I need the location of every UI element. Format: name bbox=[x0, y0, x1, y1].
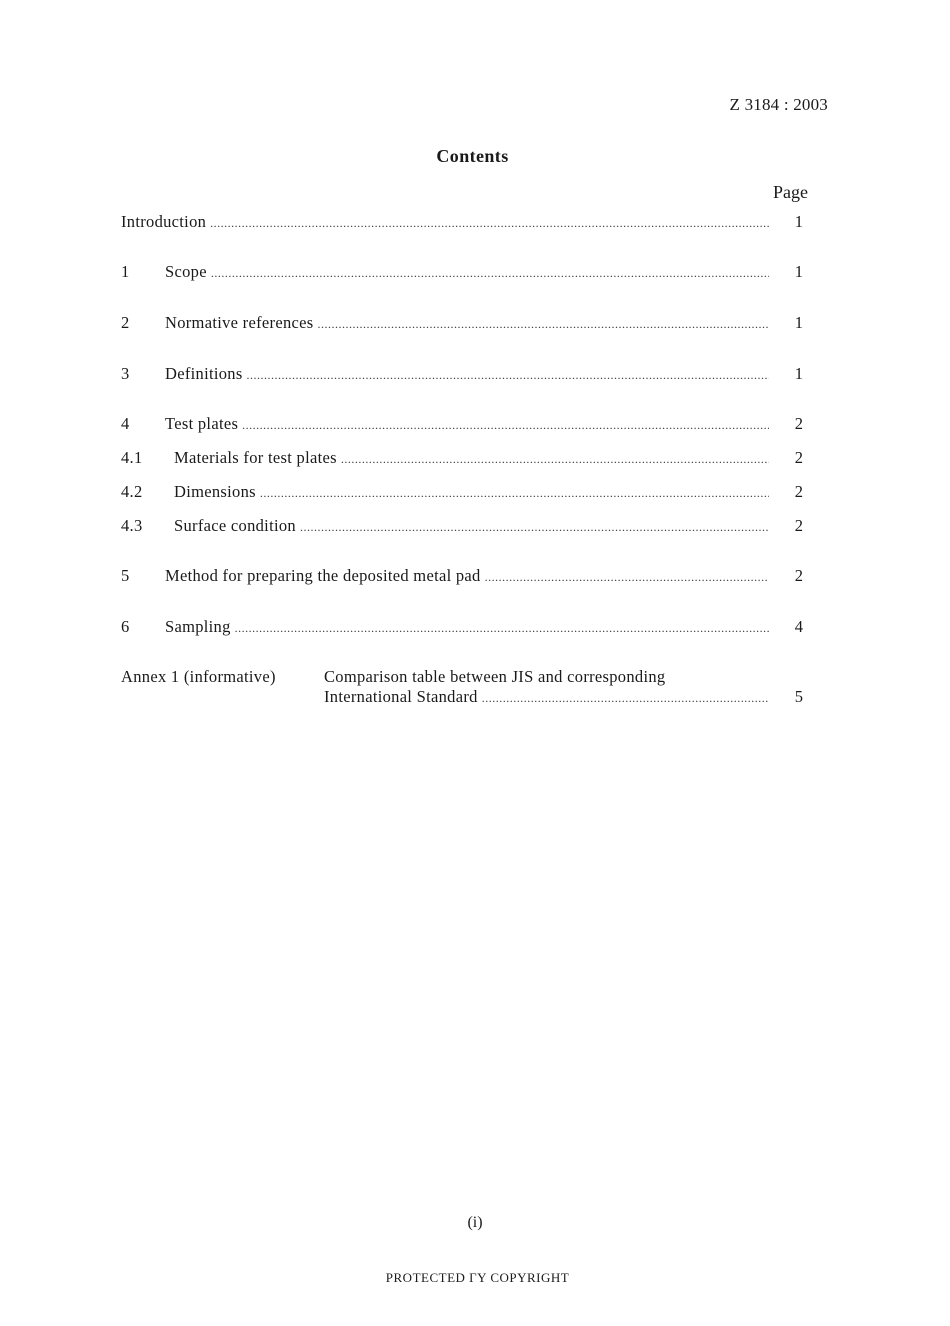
standard-code: Z 3184 : 2003 bbox=[729, 95, 828, 114]
page-column-label: Page bbox=[773, 182, 808, 202]
toc-entry-test-plates[interactable] bbox=[121, 414, 809, 436]
dot-leader bbox=[235, 621, 769, 636]
toc-entry-page: 4 bbox=[794, 617, 804, 636]
dot-leader bbox=[210, 216, 769, 231]
toc-entry-page: 1 bbox=[794, 364, 804, 383]
toc-entry-number: 4.3 bbox=[121, 516, 143, 535]
dot-leader bbox=[485, 570, 769, 585]
toc-entry-title: Sampling bbox=[165, 617, 231, 636]
toc-entry-title: Surface condition bbox=[174, 516, 296, 535]
dot-leader bbox=[300, 520, 769, 535]
toc-entry-title: Materials for test plates bbox=[174, 448, 337, 467]
toc-entry-title: Method for preparing the deposited metal pad bbox=[165, 566, 481, 585]
dot-leader bbox=[211, 266, 769, 281]
toc-entry-method-for-preparing[interactable] bbox=[121, 566, 809, 588]
toc-entry-number: 5 bbox=[121, 566, 130, 585]
toc-entry-sampling[interactable] bbox=[121, 617, 809, 639]
dot-leader bbox=[247, 368, 769, 383]
toc-entry-title: Definitions bbox=[165, 364, 243, 383]
toc-entry-number: 6 bbox=[121, 617, 130, 636]
copyright-notice: PROTECTED ΓY COPYRIGHT bbox=[385, 1270, 570, 1285]
dot-leader bbox=[242, 418, 769, 433]
toc-entry-page: 1 bbox=[794, 313, 804, 332]
toc-entry-number: 3 bbox=[121, 364, 130, 383]
toc-entry-page: 2 bbox=[794, 414, 804, 433]
toc-entry-page: 2 bbox=[794, 516, 804, 535]
annex-title-line-1: Comparison table between JIS and corresponding bbox=[324, 667, 666, 686]
toc-entry-number: 1 bbox=[121, 262, 130, 281]
toc-entry-title: Dimensions bbox=[174, 482, 256, 501]
toc-entry-number: 4.2 bbox=[121, 482, 143, 501]
toc-entry-page: 2 bbox=[794, 482, 804, 501]
dot-leader bbox=[317, 317, 769, 332]
toc-entry-page: 1 bbox=[794, 212, 804, 231]
toc-entry-title: Test plates bbox=[165, 414, 239, 433]
toc-entry-dimensions[interactable] bbox=[121, 482, 809, 504]
toc-entry-materials-for-test-plates[interactable] bbox=[121, 448, 809, 470]
toc-entry-number: 4.1 bbox=[121, 448, 143, 467]
dot-leader bbox=[482, 691, 769, 706]
toc-entry-introduction[interactable] bbox=[121, 212, 809, 234]
toc-entry-scope[interactable] bbox=[121, 262, 809, 284]
toc-entry-page: 5 bbox=[794, 687, 804, 706]
annex-title-line-2: International Standard bbox=[324, 687, 478, 706]
annex-label: Annex 1 (informative) bbox=[121, 667, 276, 686]
toc-entry-number: 4 bbox=[121, 414, 130, 433]
toc-entry-surface-condition[interactable] bbox=[121, 516, 809, 538]
footer-page-number: (i) bbox=[467, 1214, 483, 1231]
toc-entry-definitions[interactable] bbox=[121, 364, 809, 386]
toc-entry-normative-references[interactable] bbox=[121, 313, 809, 335]
contents-title: Contents bbox=[436, 146, 509, 166]
toc-entry-page: 2 bbox=[794, 566, 804, 585]
dot-leader bbox=[341, 452, 769, 467]
dot-leader bbox=[260, 486, 769, 501]
toc-entry-number: 2 bbox=[121, 313, 130, 332]
toc-entry-annex-1[interactable] bbox=[121, 667, 809, 711]
toc-entry-title: Scope bbox=[165, 262, 207, 281]
toc-entry-page: 1 bbox=[794, 262, 804, 281]
toc-entry-title: Introduction bbox=[121, 212, 207, 231]
toc-entry-title: Normative references bbox=[165, 313, 314, 332]
toc-entry-page: 2 bbox=[794, 448, 804, 467]
